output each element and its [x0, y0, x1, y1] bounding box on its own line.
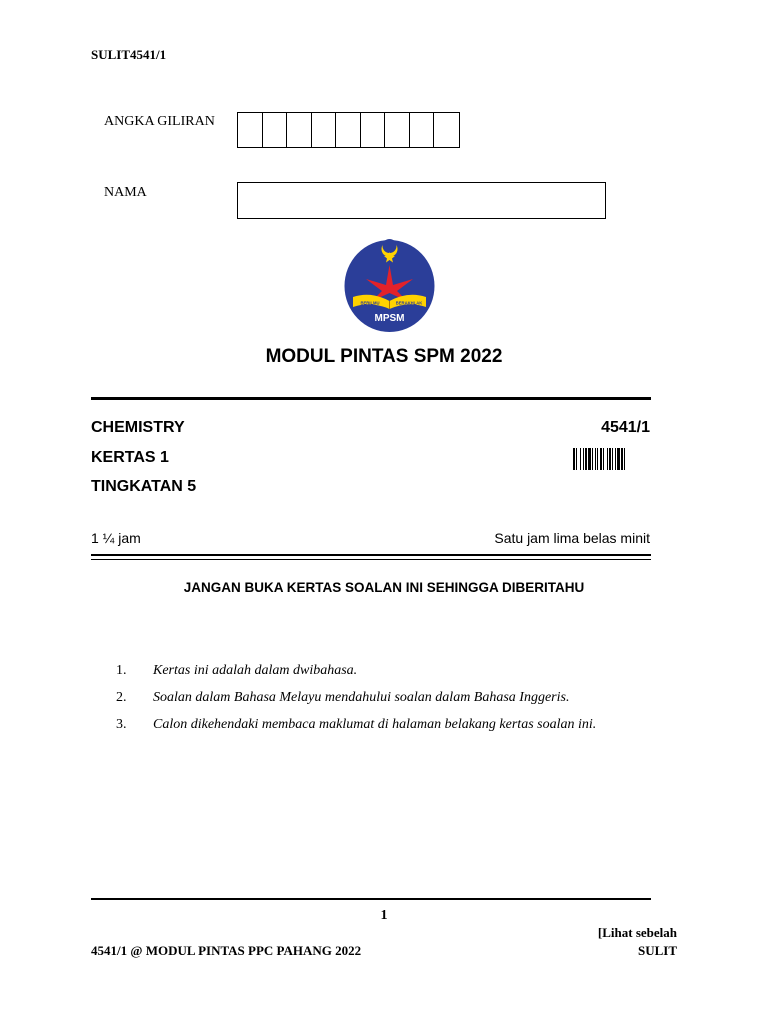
divider-double-thin	[91, 559, 651, 560]
angka-giliran-cell[interactable]	[410, 113, 435, 147]
logo-ribbon-right: BERAKHLAK	[395, 300, 423, 306]
nama-label: NAMA	[104, 185, 147, 200]
logo-ribbon-left: BERILMU	[360, 300, 380, 306]
footer-right: SULIT	[637, 943, 677, 958]
divider-bottom	[91, 898, 651, 900]
header-code: SULIT4541/1	[91, 47, 167, 62]
barcode-bar	[583, 448, 584, 470]
instruction-item	[116, 663, 357, 679]
barcode-bar	[603, 448, 604, 470]
barcode-bar	[621, 448, 623, 470]
angka-giliran-cell[interactable]	[361, 113, 386, 147]
barcode-bar	[573, 448, 575, 470]
instruction-item	[116, 690, 569, 706]
barcode-bar	[585, 448, 587, 470]
angka-giliran-cell[interactable]	[385, 113, 410, 147]
angka-giliran-cell[interactable]	[287, 113, 312, 147]
logo-acronym: MPSM	[374, 313, 405, 324]
barcode	[573, 448, 651, 470]
paper-number: KERTAS 1	[91, 449, 169, 466]
barcode-bar	[597, 448, 598, 470]
angka-giliran-label: ANGKA GILIRAN	[104, 114, 215, 129]
barcode-bar	[609, 448, 611, 470]
warning-text: JANGAN BUKA KERTAS SOALAN INI SEHINGGA DIBERITAHU	[183, 580, 585, 595]
angka-giliran-boxes[interactable]	[237, 112, 460, 148]
instruction-text: Soalan dalam Bahasa Melayu mendahului soalan dalam Bahasa Inggeris.	[153, 690, 570, 705]
page-number: 1	[380, 908, 388, 923]
instruction-number: 3.	[116, 717, 127, 732]
barcode-bar	[600, 448, 602, 470]
divider-double	[91, 554, 651, 556]
nama-box[interactable]	[237, 182, 606, 219]
angka-giliran-cell[interactable]	[238, 113, 263, 147]
duration-long: Satu jam lima belas minit	[494, 530, 650, 546]
instruction-text: Calon dikehendaki membaca maklumat di halaman belakang kertas soalan ini.	[153, 717, 597, 732]
angka-giliran-cell[interactable]	[336, 113, 361, 147]
barcode-bar	[588, 448, 591, 470]
angka-giliran-cell[interactable]	[263, 113, 288, 147]
barcode-bar	[617, 448, 620, 470]
barcode-bar	[607, 448, 608, 470]
barcode-bar	[624, 448, 625, 470]
form-level: TINGKATAN 5	[91, 478, 197, 495]
duration-short: 1 ¼ jam	[91, 530, 141, 546]
exam-title: MODUL PINTAS SPM 2022	[265, 346, 503, 367]
barcode-bar	[592, 448, 593, 470]
barcode-bar	[612, 448, 613, 470]
angka-giliran-cell[interactable]	[434, 113, 459, 147]
barcode-bar	[615, 448, 616, 470]
divider-top	[91, 397, 651, 400]
barcode-bar	[595, 448, 596, 470]
instruction-text: Kertas ini adalah dalam dwibahasa.	[153, 663, 358, 678]
instruction-number: 2.	[116, 690, 127, 705]
see-next-page: [Lihat sebelah	[597, 925, 677, 940]
instruction-item	[116, 717, 596, 733]
subject-name: CHEMISTRY	[91, 419, 185, 436]
instruction-number: 1.	[116, 663, 127, 678]
barcode-bar	[576, 448, 577, 470]
angka-giliran-cell[interactable]	[312, 113, 337, 147]
mpsm-logo	[343, 235, 436, 333]
footer-left: 4541/1 @ MODUL PINTAS PPC PAHANG 2022	[91, 943, 362, 958]
subject-code: 4541/1	[601, 419, 650, 436]
barcode-bar	[580, 448, 581, 470]
